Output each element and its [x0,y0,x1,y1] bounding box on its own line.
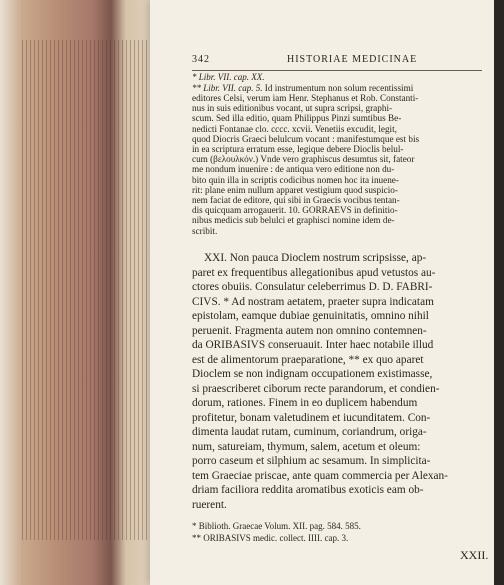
main-line: si praescriberet ciborum recte parandorum, et condien- [192,382,440,395]
catchword: XXII. [460,548,489,562]
note-line: nibus medicis sub belulci et graphisci nomine idem de- [192,215,395,226]
main-line: peruenit. Fragmenta autem non omnino contemnen- [192,324,427,337]
main-line: dorum, rationes. Finem in eo duplicem habendum [192,397,418,409]
note-line: scum. Sed illa editio, quam Philippus Pinzi sumtibus Be- [192,113,402,124]
main-line: da ORIBASIVS conseruauit. Inter haec notabile illud [192,339,434,351]
main-line: est de alimentorum praeparatione, ** ex quo aparet [192,353,424,366]
note-line: bito quin illa in scriptis codicibus nomen hoc ita inuene- [192,174,399,185]
note-line: me nondum inuenire : de antiqua vero editione non du- [192,164,395,175]
main-line: profitetur, bonam valetudinem et iucunditatem. Con- [192,411,431,424]
footnote-bottom-2: ** ORIBASIVS medic. collect. IIII. cap. 3. [192,533,349,543]
note-line: nem faciat de editore, qui sibi in Graecis vocibus tentan- [192,195,400,206]
main-line: tem Graeciae priscae, ante quam commercia per Alexan- [192,469,448,482]
main-line: Dioclem se non indignam occupationem existimasse, [192,368,433,380]
note-line: Id instrumentum non solum recentissimi [264,82,414,93]
note-line: in ea scriptura erratum esse, legique debere Dioclis belul- [192,144,404,155]
main-line: CIVS. * Ad nostram aetatem, praeter supra indicatam [192,295,434,308]
book-page [150,0,504,585]
ref-line [192,83,479,94]
note-line: rit: plane enim nullum apparet vestigium quod suspicio- [192,184,398,195]
main-line: epistolam, eamque dubiae genuinitatis, omnino nihil [192,310,429,322]
note-line: editores Celsi, verum iam Henr. Stephanus et Rob. Constanti- [192,93,419,103]
main-line: porro caseum et silphium ac sesamum. In simplicita- [192,455,431,467]
spine-shadow [494,0,504,585]
main-line: ctores obuiis. Consulatur celeberrimus D. D. FABRI- [192,281,433,293]
main-line: paret ex frequentibus allegationibus apud vetustos au- [192,266,436,279]
footnote-block-top [192,72,479,236]
main-line: ruerent. [192,498,227,511]
ref-top-2: ** Libr. VII. cap. 5. [192,82,263,93]
main-line: num, satureiam, thymum, salem, acetum et oleum: [192,440,421,453]
main-line: dimenta laudat rutam, cuminum, coriandrum, origa- [192,426,427,438]
note-line: quod Diocris Graeci belulcum vocant : manifestumque est bis [192,133,420,144]
running-head [192,54,482,71]
main-line: XXI. Non pauca Dioclem nostrum scripsisse, ap- [204,252,427,264]
note-line: nedicti Fontanae clo. cccc. xcvii. Venetiis excudit, legit, [192,123,397,134]
ref-top-1: * Libr. VII. cap. XX. [192,72,265,82]
running-title: HISTORIAE MEDICINAE [287,54,418,65]
main-paragraph [192,251,479,512]
note-line: nus in suis editionibus vocant, ut supra scripsi, graphi- [192,103,393,114]
note-line: dis quicquam arrogauerit. 10. GORRAEVS in definitio- [192,205,398,216]
page-edge-lines [22,40,147,540]
note-line: scribit. [192,225,218,236]
note-line: cum (βελουλκόν.) Vnde vero graphiscus desumtus sit, fateor [192,154,415,165]
footnote-bottom-1: * Biblioth. Graecae Volum. XII. pag. 584. 585. [192,521,361,531]
main-line: driam faciliora reddita aromatibus exoticis eam ob- [192,484,424,496]
page-number: 342 [192,54,210,65]
